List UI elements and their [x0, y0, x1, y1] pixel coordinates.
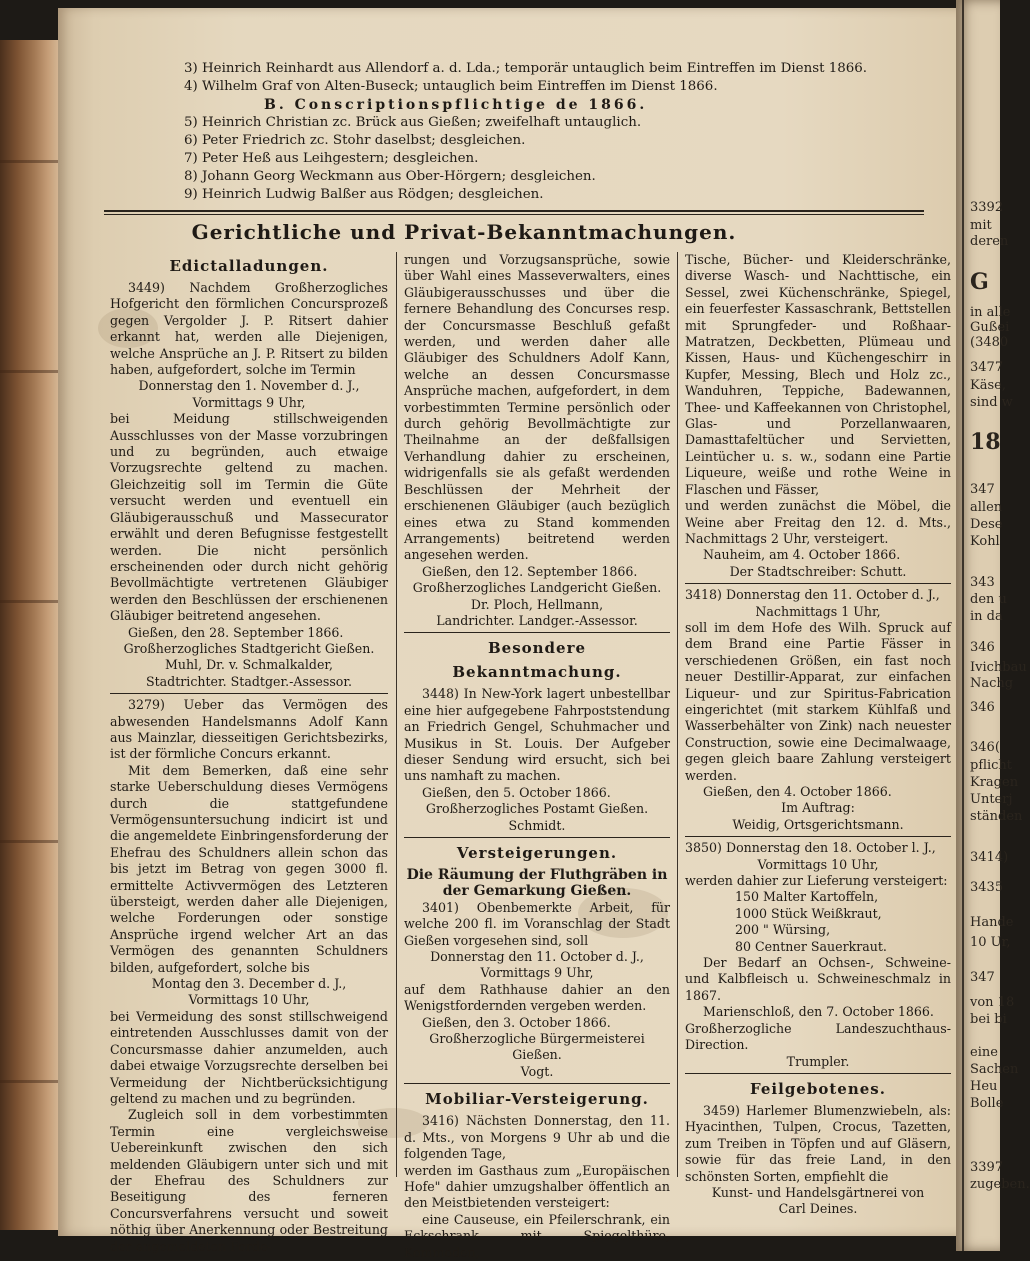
conscription-list: [184, 60, 904, 204]
notice-signatories: Dr. Ploch, Hellmann,: [470, 596, 604, 612]
list-item: 5) Heinrich Christian zc. Brück aus Gießen; zweifelhaft untauglich.: [184, 115, 642, 130]
notice-authority: Großherzogliches Postamt Gießen.: [425, 801, 649, 817]
column-divider: [396, 252, 397, 1177]
notice-place-date: Gießen, den 12. September 1866.: [422, 563, 638, 579]
notice-text: auf dem Rathhause dahier an den Wenigstfordernden vergeben werden.: [404, 981, 670, 1014]
fragment: 3414): [970, 850, 1009, 865]
fragment: 346: [970, 640, 995, 655]
notice-authority: Großherzogliches Landgericht Gießen.: [412, 580, 662, 596]
notice-place-date: Gießen, den 28. September 1866.: [128, 624, 344, 640]
page-content: [74, 60, 954, 1260]
notice-text: Zugleich soll in dem vorbestimmten Termin eine vergleichsweise Uebereinkunft zwischen den sich meldenden Gläubigern unter sich und mit der Ehefrau des Schuldners zur Beseitigung des ferneren Concursverfahrens versucht und soweit nöthig über Anerkennung oder Bestreitung der angemeldeten Forde-: [110, 1107, 388, 1254]
notice-signatory: Schmidt.: [508, 817, 566, 833]
fragment: den u: [970, 592, 1007, 607]
fragment: Hande: [970, 915, 1014, 930]
subheading: der Gemarkung Gießen.: [442, 883, 632, 900]
fragment: Nachg: [970, 676, 1014, 691]
notice-text: und werden zunächst die Möbel, die Weine aber Freitag den 12. d. Mts., Nachmittags 2 Uhr, versteigert.: [685, 498, 951, 546]
notice-date: Donnerstag den 11. October d. J.,: [430, 949, 644, 965]
list-item: 8) Johann Georg Weckmann aus Ober-Hörgern; desgleichen.: [184, 169, 596, 184]
notice-signatory: Kunst- und Handelsgärtnerei von: [711, 1184, 925, 1200]
fragment: Ivichbau: [970, 660, 1027, 675]
notice-3850: werden dahier zur Lieferung versteigert:: [685, 873, 948, 889]
list-item: 150 Malter Kartoffeln,: [735, 889, 879, 905]
notice-place-date: Gießen, den 3. October 1866.: [422, 1014, 611, 1030]
notice-signatory: Weidig, Ortsgerichtsmann.: [732, 816, 904, 832]
notice-3416: 3416) Nächsten Donnerstag, den 11. d. Mts., von Morgens 9 Uhr ab und die folgenden Tage,: [404, 1113, 670, 1162]
notice-mandate: Im Auftrag:: [781, 800, 855, 816]
notice-3850-date: 3850) Donnerstag den 18. October l. J.,: [685, 840, 936, 856]
subheading: Die Räumung der Fluthgräben in: [406, 867, 668, 883]
notice-place-date: Gießen, den 4. October 1866.: [703, 784, 892, 799]
adjacent-page-edge: [956, 0, 1030, 1251]
notice-3418-date: 3418) Donnerstag den 11. October d. J.,: [685, 587, 940, 603]
notice-signatory: Der Stadtschreiber: Schutt.: [729, 563, 907, 579]
fragment: (3480: [970, 335, 1009, 350]
notice-text: eine Causeuse, ein Pfeilerschrank, ein Eckschrank mit Spiegelthüre, Kommoden,: [404, 1211, 670, 1260]
notice-text: Der Bedarf an Ochsen-, Schweine- und Kalbfleisch u. Schweineschmalz in 1867.: [685, 955, 951, 1003]
fragment: sind w: [970, 395, 1013, 410]
notice-time: Vormittags 9 Uhr,: [480, 965, 594, 981]
notice-authority: Großherzogliche Landeszuchthaus-Direction.: [685, 1020, 951, 1053]
list-item: 80 Centner Sauerkraut.: [735, 938, 887, 954]
column-3: [685, 252, 951, 1218]
column-2: [404, 252, 670, 1261]
section-title: Gerichtliche und Privat-Bekanntmachungen.: [191, 220, 737, 244]
fragment: deren: [970, 234, 1009, 249]
fragment: 3477: [970, 360, 1004, 375]
list-heading: B. Conscriptionspflichtige de 1866.: [264, 97, 648, 113]
list-item: 9) Heinrich Ludwig Balßer aus Rödgen; desgleichen.: [184, 187, 544, 202]
fragment: 18: [970, 429, 1001, 455]
notice-text: Mit dem Bemerken, daß eine sehr starke Ueberschuldung dieses Vermögens durch die stattgefundene Vermögensuntersuchung indicirt ist und die angemeldete Einbringensforderung der Ehefrau des Schuldners allein schon das bis jetzt im Betrag von gegen 3000 fl. ermittelte Activvermögen des Letzteren übersteigt, werden daher alle Diejenigen, welche Forderungen oder sonstige Ansprüche irgend welcher Art an das Vermögen des genannten Schuldners bilden, aufgefordert, solche bis: [110, 762, 388, 975]
notice-date: Donnerstag den 1. November d. J.,: [138, 378, 360, 394]
fragment: eine: [970, 1045, 998, 1060]
notice-text: bei Vermeidung des sonst stillschweigend eintretenden Ausschlusses damit von der Concursmasse dahier anzumelden, auch dabei etwaige Vorzugsrechte derselben bei Vermeidung der Nichtberücksichtigung geltend zu machen und zu begründen.: [110, 1008, 388, 1106]
divider: [104, 214, 924, 215]
list-item: 200 " Würsing,: [735, 922, 831, 938]
fragment: Kragen: [970, 775, 1019, 790]
notice-3279: 3279) Ueber das Vermögen des abwesenden Handelsmanns Adolf Kann aus Mainzlar, diesseitigen Gerichtsbezirks, ist der förmliche Concurs erkannt.: [110, 697, 388, 762]
fragment: pflicht: [970, 758, 1013, 773]
fragment: Kohl: [970, 534, 1000, 549]
notice-3418: soll im dem Hofe des Wilh. Spruck auf dem Brand eine Partie Fässer in verschiedenen Größen, ein fast noch neuer Destillir-Apparat, zur einfachen Liqueur- und zur Spiritus-Fabrication eingerichtet (mit starkem Kühlfaß und Wasserbehälter von Zink) nach neuester Construction, sowie eine Decimalwaage, gegen gleich baare Zahlung versteigert werden.: [685, 619, 951, 783]
list-item: 1000 Stück Weißkraut,: [735, 905, 882, 921]
heading-feilgebotenes: Feilgebotenes.: [750, 1079, 886, 1098]
fragment: in da: [970, 609, 1003, 624]
list-item: 3) Heinrich Reinhardt aus Allendorf a. d. Lda.; temporär untauglich beim Eintreffen im Dienst 1866.: [184, 61, 868, 76]
notice-continuation: Tische, Bücher- und Kleiderschränke, diverse Wasch- und Nachttische, ein Sessel, zwei Küchenschränke, Spiegel, ein feuerfester Kassaschrank, Bettstellen mit Sprungfeder- und Roßhaar-Matratzen, Deckbetten, Plümeau und Kissen, Haus- und Küchengeschirr in Kupfer, Messing, Blech und Holz zc., Wanduhren, Teppiche, Badewannen, Thee- und Kaffeekannen von Christophel, Glas- und Porzellanwaaren, Damasttafeltücher und Servietten, Leintücher u. s. w., sodann eine Partie Liqueure, weiße und rothe Weine in Flaschen und Fässer,: [685, 252, 951, 497]
fragment: bei bi: [970, 1012, 1007, 1027]
heading-besondere-bekanntmachung: Besondere Bekanntmachung.: [452, 639, 622, 682]
notice-time: Vormittags 10 Uhr,: [757, 856, 879, 872]
fragment: zugeben.: [970, 1177, 1030, 1192]
list-item: 4) Wilhelm Graf von Alten-Buseck; untauglich beim Eintreffen im Dienst 1866.: [184, 79, 718, 94]
notice-signatory: Trumpler.: [786, 1053, 850, 1069]
fragment: 3397: [970, 1160, 1004, 1175]
fragment: ständen: [970, 809, 1023, 824]
fragment: von 18: [970, 995, 1015, 1010]
fragment: in alle: [970, 305, 1011, 320]
notice-place-date: Marienschloß, den 7. October 1866.: [703, 1004, 934, 1020]
fragment: 347: [970, 970, 995, 985]
notice-roles: Landrichter. Landger.-Assessor.: [436, 612, 638, 628]
notice-time: Vormittags 10 Uhr,: [188, 992, 310, 1008]
notice-text: werden im Gasthaus zum „Europäischen Hofe" dahier umzugshalber öffentlich an den Meistbietenden versteigert:: [404, 1162, 670, 1211]
fragment: 346: [970, 700, 995, 715]
notice-text: bei Meidung stillschweigenden Ausschlusses von der Masse vorzubringen und zu begründen, auch etwaige Vorzugsrechte geltend zu machen. Gleichzeitig soll im Termin die Güte versucht werden und eventuell ein Gläubigerausschuß und Massecurator erwählt und deren Befugnisse festgestellt werden. Die nicht persönlich erscheinenden oder durch nicht gehörig Bevollmächtigte vertretenen Gläubiger werden den Beschlüssen der erschienenen Gläubiger beitretend angesehen.: [110, 411, 388, 624]
book-spine-edge: [0, 40, 58, 1230]
column-1: [110, 252, 388, 1255]
fragment: allen: [970, 500, 1003, 515]
list-item: 6) Peter Friedrich zc. Stohr daselbst; desgleichen.: [184, 133, 526, 148]
fragment: 10 Ur,: [970, 935, 1011, 950]
list-item: 7) Peter Heß aus Leihgestern; desgleichen.: [184, 151, 479, 166]
fragment: 347: [970, 482, 995, 497]
heading-versteigerungen: Versteigerungen.: [456, 844, 618, 862]
fragment: mit: [970, 218, 992, 233]
notice-time: Nachmittags 1 Uhr,: [755, 603, 881, 619]
fragment: Gußei: [970, 320, 1010, 335]
fragment: G: [970, 269, 989, 295]
notice-place-date: Nauheim, am 4. October 1866.: [703, 547, 901, 563]
notice-3459: 3459) Harlemer Blumenzwiebeln, als: Hyacinthen, Tulpen, Crocus, Tazetten, zum Treiben in Töpfen und auf Gläsern, sowie für das freie Land, in den schönsten Sorten, empfiehlt die: [685, 1102, 951, 1184]
notice-time: Vormittags 9 Uhr,: [192, 394, 306, 410]
notice-authority: Großherzogliches Stadtgericht Gießen.: [123, 640, 375, 656]
notice-place-date: Gießen, den 5. October 1866.: [422, 784, 611, 800]
notice-authority: Großherzogliche Bürgermeisterei Gießen.: [429, 1031, 645, 1063]
fragment: 3435: [970, 880, 1004, 895]
fragment: Dese: [970, 517, 1003, 532]
notice-3448: 3448) In New-York lagert unbestellbar eine hier aufgegebene Fahrpoststendung an Friedrich Gengel, Schuhmacher und Musikus in St. Louis. Der Aufgeber dieser Sendung wird ersucht, sich bei uns namhaft zu machen.: [404, 686, 670, 784]
fragment: 343: [970, 575, 995, 590]
divider: [104, 210, 924, 212]
fragment: 3392: [970, 200, 1004, 215]
fragment: Heu: [970, 1079, 998, 1094]
heading-mobiliar-versteigerung: Mobiliar-Versteigerung.: [425, 1090, 649, 1109]
notice-signatories: Muhl, Dr. v. Schmalkalder,: [164, 657, 334, 673]
notice-roles: Stadtrichter. Stadtger.-Assessor.: [145, 673, 353, 689]
notice-signatory: Vogt.: [520, 1063, 554, 1079]
fragment: Käse,: [970, 378, 1006, 393]
column-divider: [677, 252, 678, 1177]
notice-continuation: rungen und Vorzugsansprüche, sowie über Wahl eines Masseverwalters, eines Gläubigerausschusses und über die fernere Behandlung des Concurses resp. der Concursmasse Beschluß gefaßt werden, und werden daher alle Gläubiger des Schuldners Adolf Kann, welche an dessen Concursmasse Ansprüche machen, aufgefordert, in dem vorbestimmten Termine persönlich oder durch gehörig Bevollmächtigte zur Theilnahme an der deßfallsigen Verhandlung dahier zu erscheinen, widrigenfalls sie als gefaßt werdenden Beschlüssen der Mehrheit der erschienenen Gläubiger (auch bezüglich eines etwa zu Stand kommenden Arrangements) beitretend werden angesehen werden.: [404, 252, 670, 563]
fragment: Bolle: [970, 1096, 1004, 1111]
notice-3449: 3449) Nachdem Großherzogliches Hofgericht den förmlichen Concursprozeß gegen Vergolder J. P. Ritsert dahier erkannt hat, werden alle Diejenigen, welche Ansprüche an J. P. Ritsert zu bilden haben, aufgefordert, solche im Termin: [110, 280, 388, 378]
notice-3401: 3401) Obenbemerkte Arbeit, für welche 200 fl. im Voranschlag der Stadt Gießen vorgesehen sind, soll: [404, 899, 670, 948]
notice-date: Montag den 3. December d. J.,: [151, 976, 347, 992]
notice-signatory: Carl Deines.: [778, 1201, 858, 1217]
fragment: Unterj: [970, 792, 1013, 807]
fragment: Sachen: [970, 1062, 1019, 1077]
fragment: 346(: [970, 740, 1000, 755]
heading-edictalladungen: Edictalladungen.: [169, 257, 329, 275]
